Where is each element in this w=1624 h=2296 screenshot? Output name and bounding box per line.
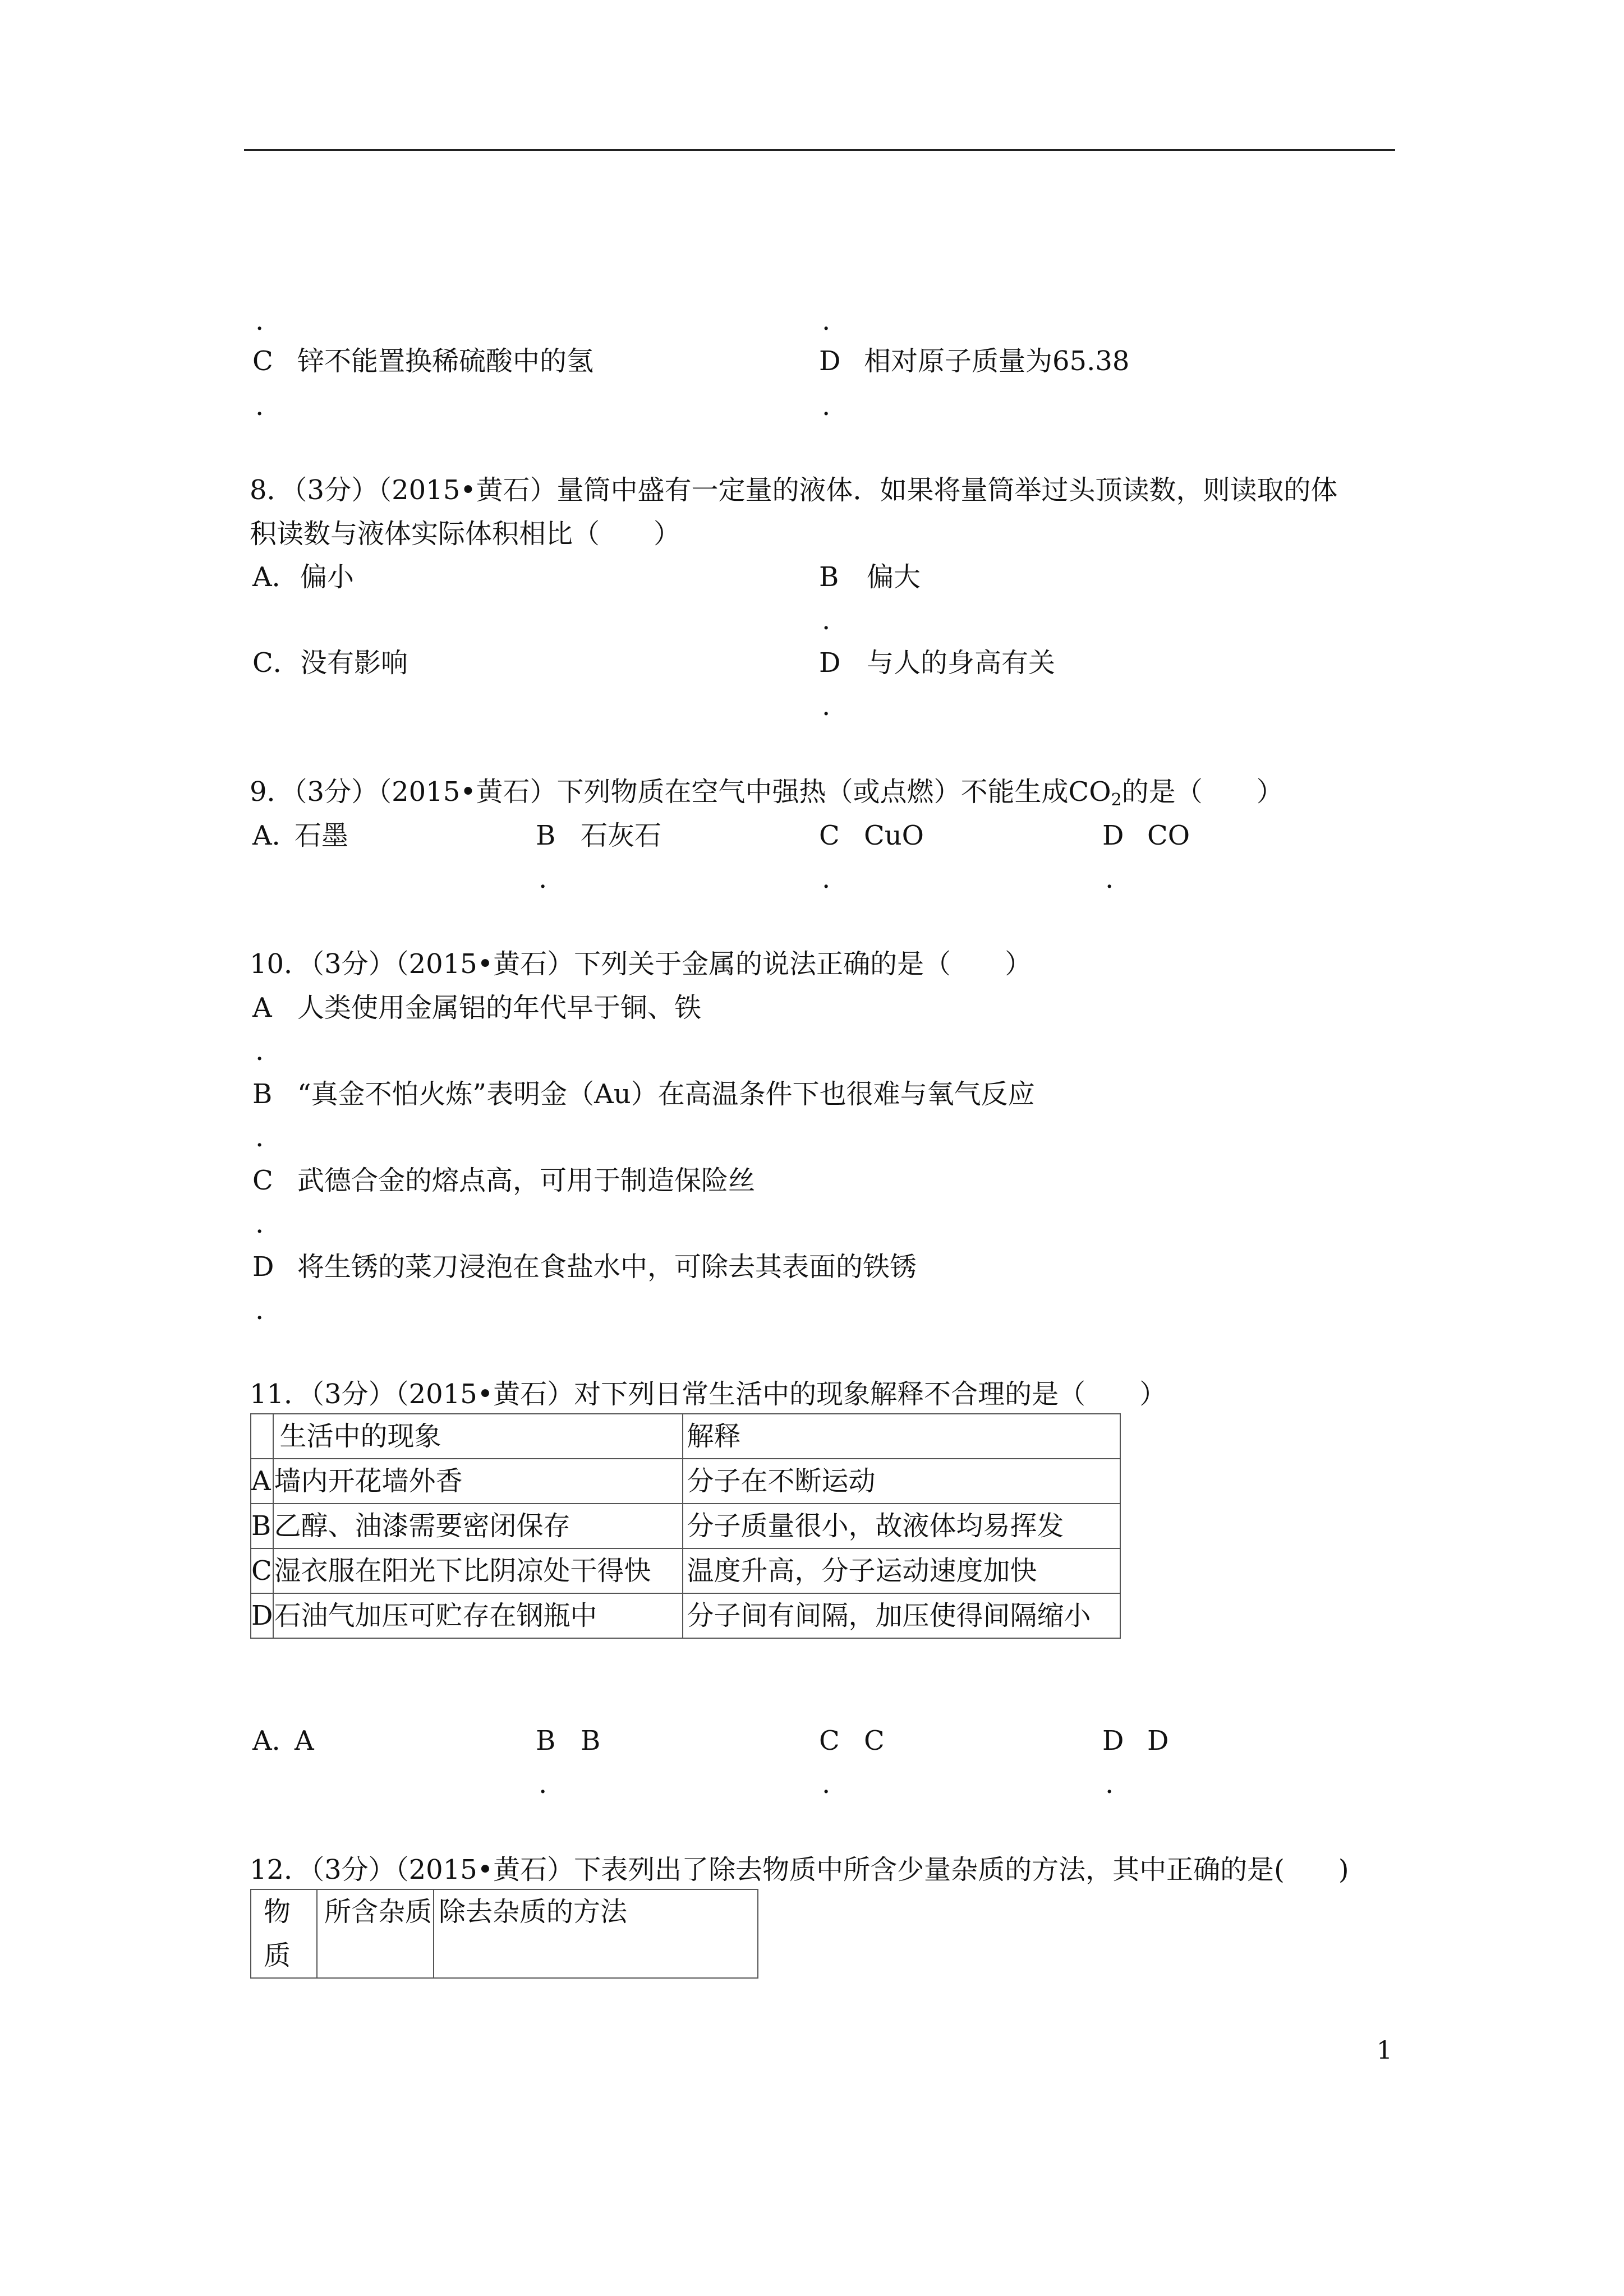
option-dot: . [822, 1768, 831, 1800]
header-rule [244, 149, 1395, 151]
table-cell: 湿衣服在阳光下比阴凉处干得快 [273, 1548, 683, 1593]
option-c-letter: C [819, 820, 840, 851]
option-dot: . [539, 863, 548, 895]
option-dot: . [255, 1294, 264, 1326]
option-dot: . [255, 1035, 264, 1067]
option-dot: . [255, 1208, 264, 1239]
option-dot: . [822, 305, 831, 336]
table-row [251, 1459, 1120, 1504]
option-b-letter: B [819, 561, 839, 593]
question-stem: 8．（3分）（2015•黄石）量筒中盛有一定量的液体．如果将量筒举过头顶读数，则读取的体 [250, 474, 1338, 506]
option-dot: . [539, 1768, 548, 1800]
question-stem-cont: 积读数与液体实际体积相比（ ） [250, 518, 681, 550]
option-dot: . [822, 605, 831, 636]
table-cell: D [251, 1593, 273, 1638]
option-a-text: 偏小 [300, 561, 355, 593]
option-c-text: 没有影响 [300, 647, 408, 679]
option-d-text: 将生锈的菜刀浸泡在食盐水中，可除去其表面的铁锈 [297, 1251, 917, 1283]
option-dot: . [822, 690, 831, 722]
table-header-cell: 物质 [251, 1889, 317, 1978]
table-cell: B [251, 1504, 273, 1548]
table-cell: 分子质量很小，故液体均易挥发 [683, 1504, 1120, 1548]
option-d-letter: D [819, 647, 841, 679]
option-b-letter: B [252, 1078, 273, 1110]
table-header-cell [251, 1414, 273, 1459]
option-dot: . [255, 1122, 264, 1153]
question-stem: 11．（3分）（2015•黄石）对下列日常生活中的现象解释不合理的是（ ） [250, 1378, 1167, 1410]
table-row [251, 1504, 1120, 1548]
option-c-letter: C [252, 1165, 273, 1196]
table-header-cell: 生活中的现象 [273, 1414, 683, 1459]
option-c-text: 武德合金的熔点高，可用于制造保险丝 [297, 1165, 756, 1196]
option-dot: . [1105, 1768, 1114, 1800]
table-cell: 温度升高，分子运动速度加快 [683, 1548, 1120, 1593]
option-a-text: 石墨 [295, 820, 349, 851]
option-d-letter: D [1102, 820, 1124, 851]
option-b-text: 偏大 [867, 561, 921, 593]
option-b-text: “真金不怕火炼”表明金（Au）在高温条件下也很难与氧气反应 [297, 1078, 1035, 1110]
option-a-letter: A． [252, 820, 299, 851]
table-header-row [251, 1889, 758, 1978]
table-cell: 分子在不断运动 [683, 1459, 1120, 1504]
table-cell: 分子间有间隔，加压使得间隔缩小 [683, 1593, 1120, 1638]
page-number: 1 [1377, 2036, 1392, 2065]
option-dot: . [1105, 863, 1114, 895]
table-row [251, 1548, 1120, 1593]
option-dot: . [255, 390, 264, 422]
option-a-text: 人类使用金属铝的年代早于铜、铁 [297, 992, 702, 1023]
option-c-text: 锌不能置换稀硫酸中的氢 [297, 345, 594, 377]
option-d-text: CO [1147, 820, 1190, 851]
question-stem: 10．（3分）（2015•黄石）下列关于金属的说法正确的是（ ） [250, 948, 1032, 980]
option-a-text: A [295, 1725, 314, 1756]
option-c-letter: C [252, 345, 273, 377]
table-header-cell: 解释 [683, 1414, 1120, 1459]
option-a-letter: A [252, 992, 272, 1023]
option-c-letter: C． [252, 647, 300, 679]
option-c-text: C [864, 1725, 885, 1756]
table-header-cell: 所含杂质 [317, 1889, 434, 1978]
option-d-letter: D [1102, 1725, 1124, 1756]
option-dot: . [255, 305, 264, 336]
table-cell: 乙醇、油漆需要密闭保存 [273, 1504, 683, 1548]
impurity-table [250, 1889, 758, 1979]
option-d-text: 相对原子质量为65.38 [864, 345, 1130, 377]
option-d-letter: D [819, 345, 841, 377]
table-cell: C [251, 1548, 273, 1593]
option-c-text: CuO [864, 820, 924, 851]
option-dot: . [822, 390, 831, 422]
explanation-table [250, 1413, 1121, 1639]
table-cell: 墙内开花墙外香 [273, 1459, 683, 1504]
option-b-letter: B [536, 1725, 556, 1756]
option-d-text: D [1147, 1725, 1169, 1756]
table-row [251, 1593, 1120, 1638]
table-cell: A [251, 1459, 273, 1504]
option-b-text: 石灰石 [581, 820, 662, 851]
table-cell: 石油气加压可贮存在钢瓶中 [273, 1593, 683, 1638]
option-c-letter: C [819, 1725, 840, 1756]
option-b-letter: B [536, 820, 556, 851]
option-d-text: 与人的身高有关 [867, 647, 1056, 679]
option-d-letter: D [252, 1251, 274, 1283]
option-dot: . [822, 863, 831, 895]
option-b-text: B [581, 1725, 601, 1756]
option-a-letter: A． [252, 1725, 299, 1756]
question-stem: 12．（3分）（2015•黄石）下表列出了除去物质中所含少量杂质的方法，其中正确的是( ) [250, 1854, 1349, 1885]
table-header-row [251, 1414, 1120, 1459]
option-a-letter: A． [252, 561, 299, 593]
question-stem: 9．（3分）（2015•黄石）下列物质在空气中强热（或点燃）不能生成$CO_2$的是（ ） [250, 776, 1283, 810]
table-header-cell: 除去杂质的方法 [434, 1889, 758, 1978]
